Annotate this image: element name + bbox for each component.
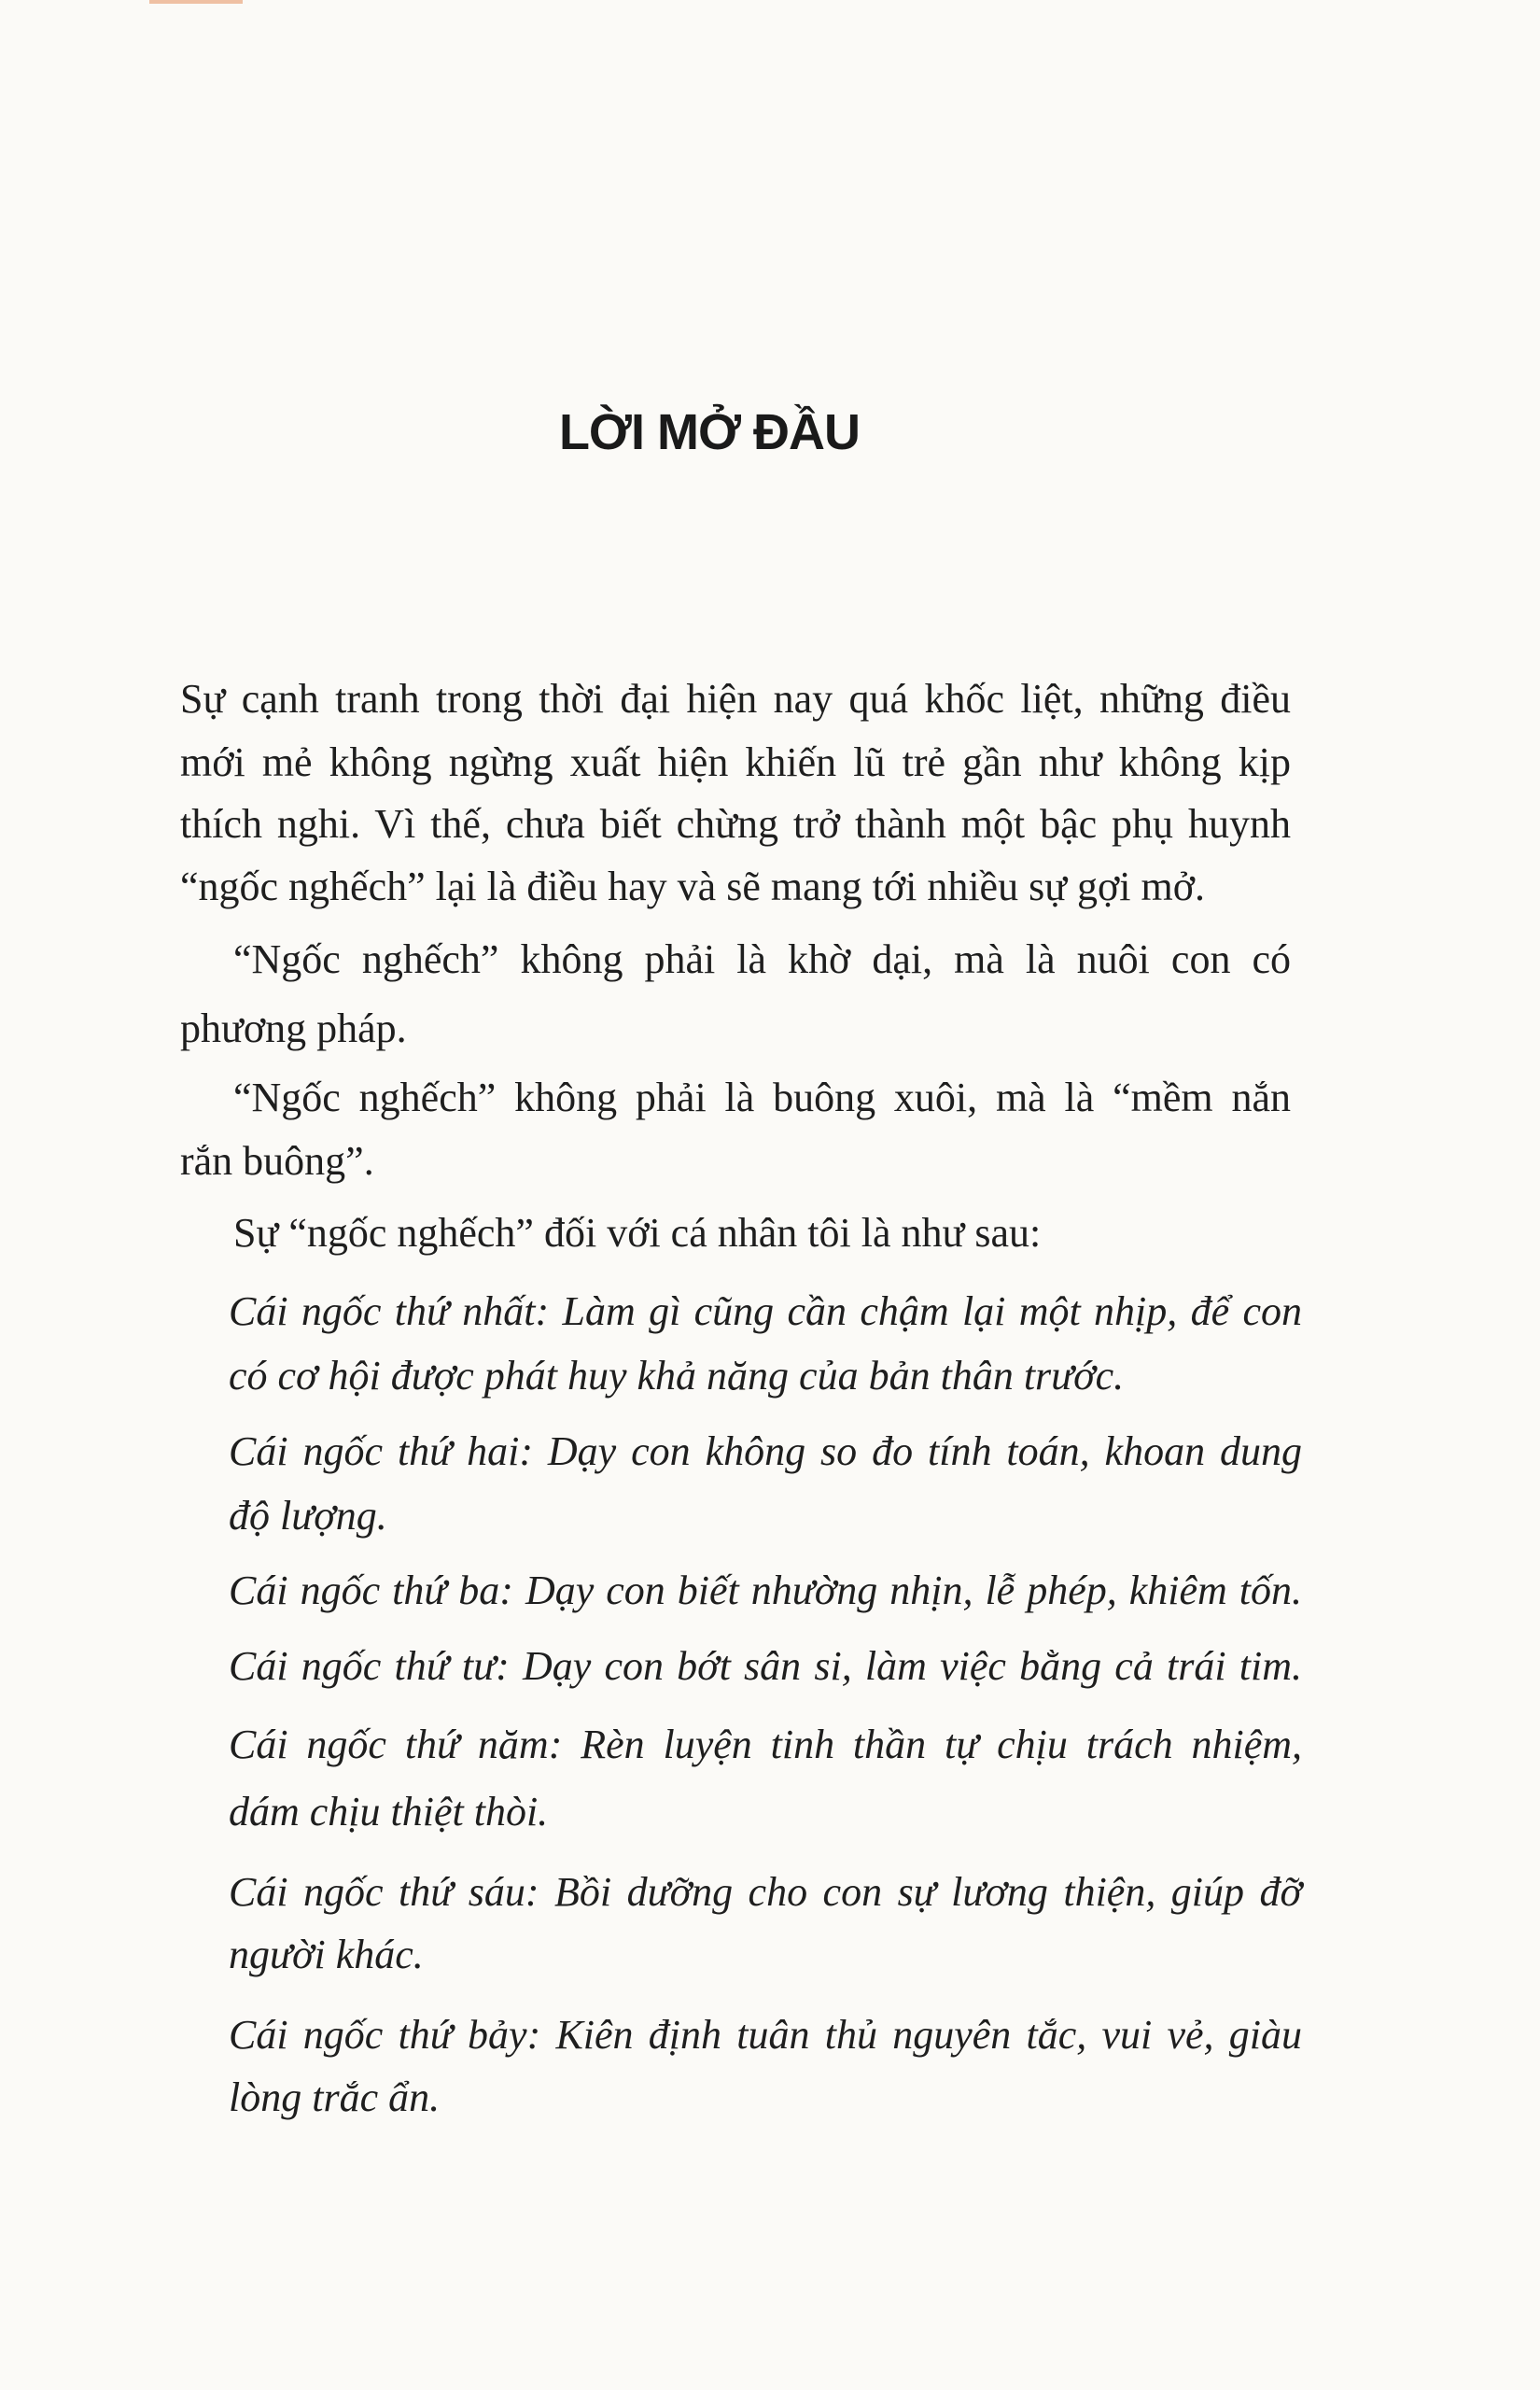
chapter-title: LỜI MỞ ĐẦU [558,404,861,460]
list-item-line: độ lượng. [229,1493,387,1539]
body-line: rắn buông”. [180,1138,374,1184]
body-line: Sự cạnh tranh trong thời đại hiện nay quá khốc liệt, những điều [180,676,1291,722]
list-item-line: dám chịu thiệt thòi. [229,1789,549,1835]
list-item-line: Cái ngốc thứ sáu: Bồi dưỡng cho con sự lương thiện, giúp đỡ [229,1869,1302,1915]
list-item-line: Cái ngốc thứ tư: Dạy con bớt sân si, làm việc bằng cả trái tim. [229,1643,1302,1689]
body-line: phương pháp. [180,1005,407,1051]
body-line: “ngốc nghếch” lại là điều hay và sẽ mang tới nhiều sự gợi mở. [180,864,1206,909]
body-line: Sự “ngốc nghếch” đối với cá nhân tôi là như sau: [233,1210,1042,1256]
list-item-line: Cái ngốc thứ hai: Dạy con không so đo tính toán, khoan dung [229,1428,1302,1474]
body-line: “Ngốc nghếch” không phải là khờ dại, mà là nuôi con có [233,936,1291,982]
list-item-line: Cái ngốc thứ năm: Rèn luyện tinh thần tự chịu trách nhiệm, [229,1722,1302,1767]
body-line: mới mẻ không ngừng xuất hiện khiến lũ trẻ gần như không kịp [180,739,1291,785]
page-edge-mark [149,0,243,4]
body-line: thích nghi. Vì thế, chưa biết chừng trở thành một bậc phụ huynh [180,801,1291,847]
list-item-line: Cái ngốc thứ ba: Dạy con biết nhường nhịn, lễ phép, khiêm tốn. [229,1568,1302,1613]
list-item-line: Cái ngốc thứ nhất: Làm gì cũng cần chậm lại một nhịp, để con [229,1288,1302,1334]
body-line: “Ngốc nghếch” không phải là buông xuôi, mà là “mềm nắn [233,1075,1291,1120]
list-item-line: lòng trắc ẩn. [229,2074,441,2120]
list-item-line: có cơ hội được phát huy khả năng của bản thân trước. [229,1353,1125,1399]
list-item-line: người khác. [229,1932,424,1977]
list-item-line: Cái ngốc thứ bảy: Kiên định tuân thủ nguyên tắc, vui vẻ, giàu [229,2012,1302,2058]
